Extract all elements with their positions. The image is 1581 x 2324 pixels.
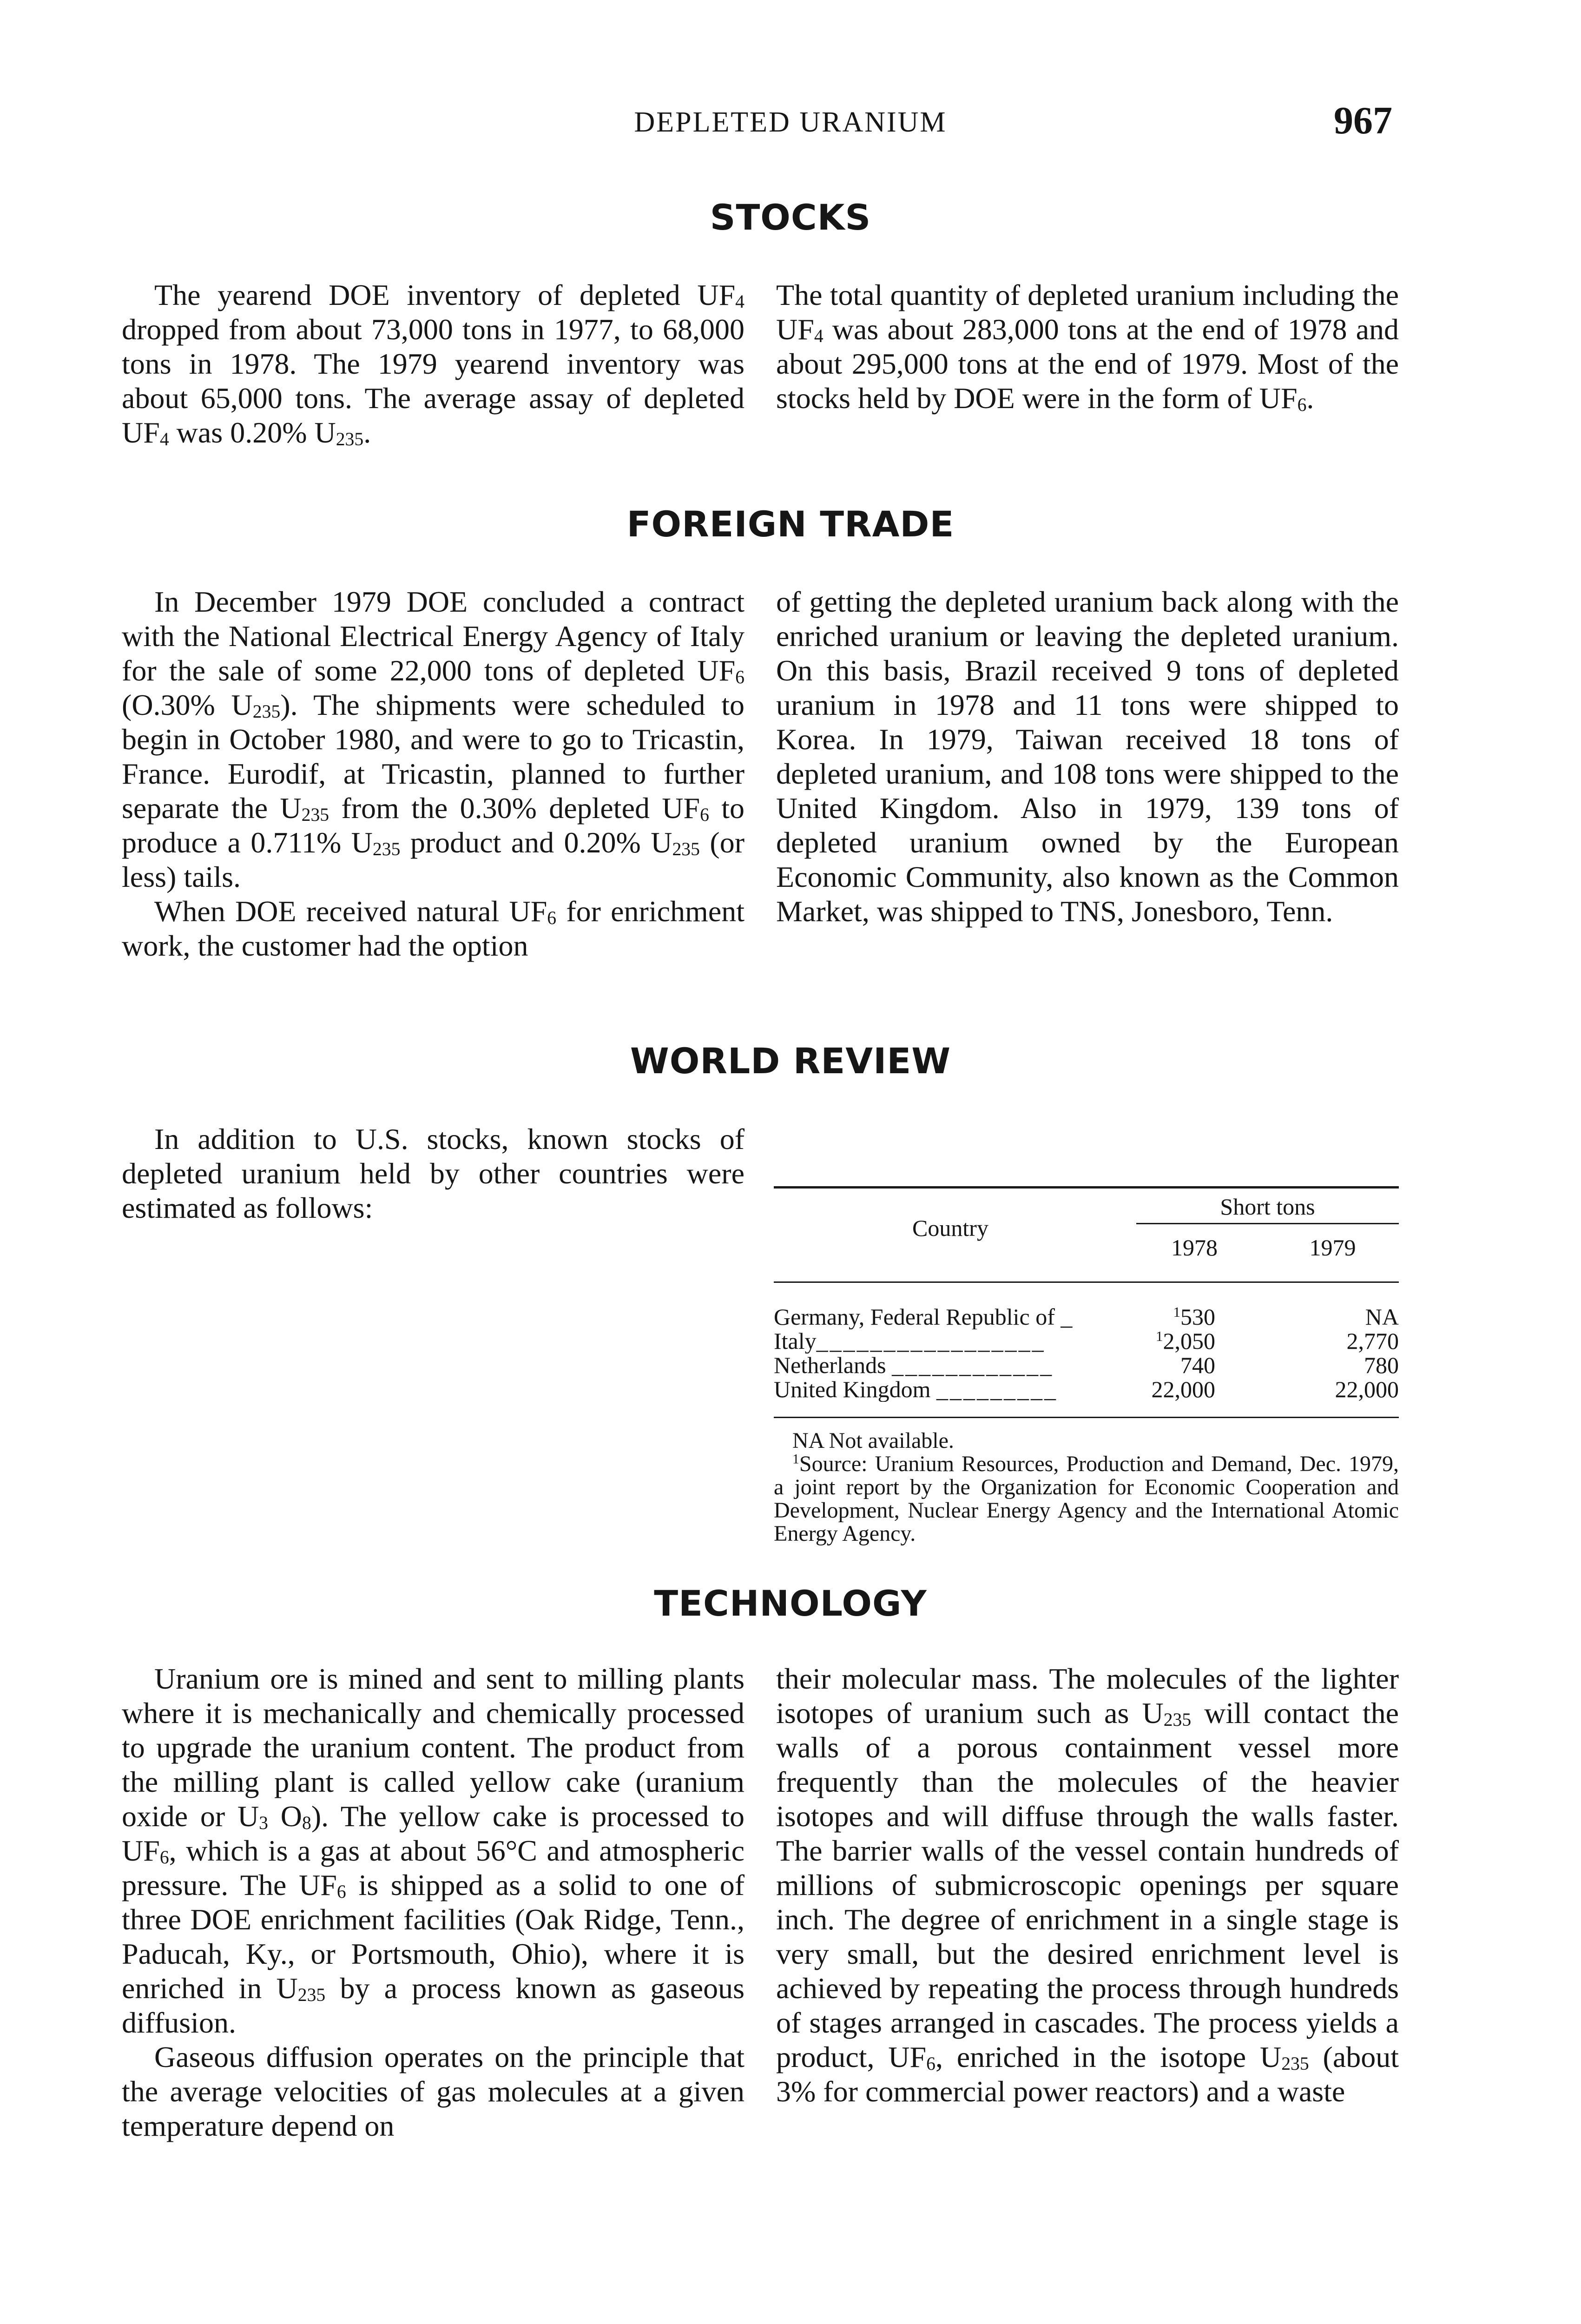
cell-1979: 2,770	[1346, 1328, 1399, 1354]
column-header-short-tons: Short tons	[1220, 1194, 1315, 1220]
cell-1979: NA	[1365, 1304, 1399, 1330]
page-number: 967	[1334, 99, 1392, 142]
foreign-trade-paragraph-2: When DOE received natural UF6 for enrichment work, the customer had the option	[122, 895, 745, 962]
technology-paragraph-1: Uranium ore is mined and sent to milling plants where it is mechanically and chemically processed to upgrade the uranium content. The product from the milling plant is called yellow cake (uranium oxide or U3 O8). The yellow cake is processed to UF6, which is a gas at about 56°C and atmospheric pressure. The UF6 is shipped as a solid to one of three DOE enrichment facilities (Oak Ridge, Tenn., Paducah, Ky., or Portsmouth, Ohio), where it is enriched in U235 by a process known as gaseous diffusion.	[122, 1662, 745, 2039]
stocks-column-right	[776, 278, 1399, 416]
table-note-na: NA Not available.	[792, 1428, 954, 1453]
column-group-rule	[1136, 1223, 1399, 1224]
column-header-1978: 1978	[1171, 1235, 1218, 1261]
cell-1978: $^1$530	[1173, 1303, 1215, 1330]
section-heading-stocks: STOCKS	[710, 197, 871, 238]
cell-1978: 22,000	[1151, 1376, 1215, 1402]
world-review-column-left	[122, 1122, 744, 1225]
cell-country: Germany, Federal Republic of _	[774, 1304, 1074, 1329]
table-row	[774, 1353, 1399, 1377]
section-heading-world-review: WORLD REVIEW	[630, 1040, 951, 1082]
technology-paragraph-3: their molecular mass. The molecules of the lighter isotopes of uranium such as U235 will contact the walls of a porous containment vessel more frequently than the molecules of the heavier isotopes and will diffuse through the walls faster. The barrier walls of the vessel contain hundreds of millions of submicroscopic openings per square inch. The degree of enrichment in a single stage is very small, but the desired enrichment level is achieved by repeating the process through hundreds of stages arranged in cascades. The process yields a product, UF6, enriched in the isotope U235 (about 3% for commercial power reactors) and a waste	[776, 1662, 1399, 2108]
table-notes	[774, 1418, 1399, 1545]
running-title: DEPLETED URANIUM	[634, 106, 947, 138]
table-row	[774, 1377, 1399, 1401]
cell-1978: 740	[1180, 1352, 1215, 1378]
technology-paragraph-2: Gaseous diffusion operates on the principle that the average velocities of gas molecules at a given temperature depend on	[122, 2040, 744, 2142]
stocks-paragraph-1: The yearend DOE inventory of depleted UF4 dropped from about 73,000 tons in 1977, to 68,000 tons in 1978. The 1979 yearend inventory was about 65,000 tons. The average assay of depleted UF4 was 0.20% U235.	[122, 278, 744, 449]
column-header-country: Country	[912, 1215, 988, 1241]
table-row	[774, 1304, 1399, 1328]
foreign-trade-column-left	[122, 585, 744, 963]
foreign-trade-paragraph-1: In December 1979 DOE concluded a contract with the National Electrical Energy Agency of Italy for the sale of some 22,000 tons of depleted UF6 (O.30% U235). The shipments were scheduled to begin in October 1980, and were to go to Tricastin, France. Eurodif, at Tricastin, planned to further separate the U235 from the 0.30% depleted UF6 to produce a 0.711% U235 product and 0.20% U235 (or less) tails.	[122, 585, 745, 893]
foreign-trade-paragraph-3: of getting the depleted uranium back along with the enriched uranium or leaving the depleted uranium. On this basis, Brazil received 9 tons of depleted uranium in 1978 and 11 tons were shipped to Korea. In 1979, Taiwan received 18 tons of depleted uranium, and 108 tons were shipped to the United Kingdom. Also in 1979, 139 tons of depleted uranium owned by the European Economic Community, also known as the Common Market, was shipped to TNS, Jonesboro, Tenn.	[776, 585, 1399, 928]
table-header	[774, 1188, 1399, 1281]
cell-1978: $^1$2,050	[1156, 1327, 1215, 1354]
stocks-paragraph-2: The total quantity of depleted uranium including the UF4 was about 283,000 tons at the end of 1978 and about 295,000 tons at the end of 1979. Most of the stocks held by DOE were in the form of UF6.	[776, 278, 1399, 415]
section-heading-foreign-trade: FOREIGN TRADE	[626, 503, 955, 545]
cell-1979: 780	[1364, 1352, 1399, 1378]
cell-1979: 22,000	[1335, 1376, 1399, 1402]
table-row	[774, 1328, 1399, 1353]
cell-country: Italy_________________	[774, 1328, 1046, 1353]
cell-country: Netherlands ____________	[774, 1353, 1054, 1378]
stocks-column-left	[122, 278, 744, 450]
technology-column-left	[122, 1662, 744, 2143]
section-heading-technology: TECHNOLOGY	[654, 1583, 927, 1624]
table-note-source: $^1$Source: Uranium Resources, Production and Demand, Dec. 1979, a joint report by the Organization for Economic Cooperation and Development, Nuclear Energy Agency and the International Atomic Energy Agency.	[774, 1451, 1399, 1546]
column-header-1979: 1979	[1309, 1235, 1356, 1261]
technology-column-right	[776, 1662, 1399, 2109]
foreign-trade-column-right	[776, 585, 1399, 929]
table-body	[774, 1283, 1399, 1417]
world-review-intro: In addition to U.S. stocks, known stocks of depleted uranium held by other countries were estimated as follows:	[122, 1122, 744, 1224]
depleted-uranium-stocks-table	[774, 1186, 1399, 1545]
cell-country: United Kingdom _________	[774, 1377, 1058, 1402]
